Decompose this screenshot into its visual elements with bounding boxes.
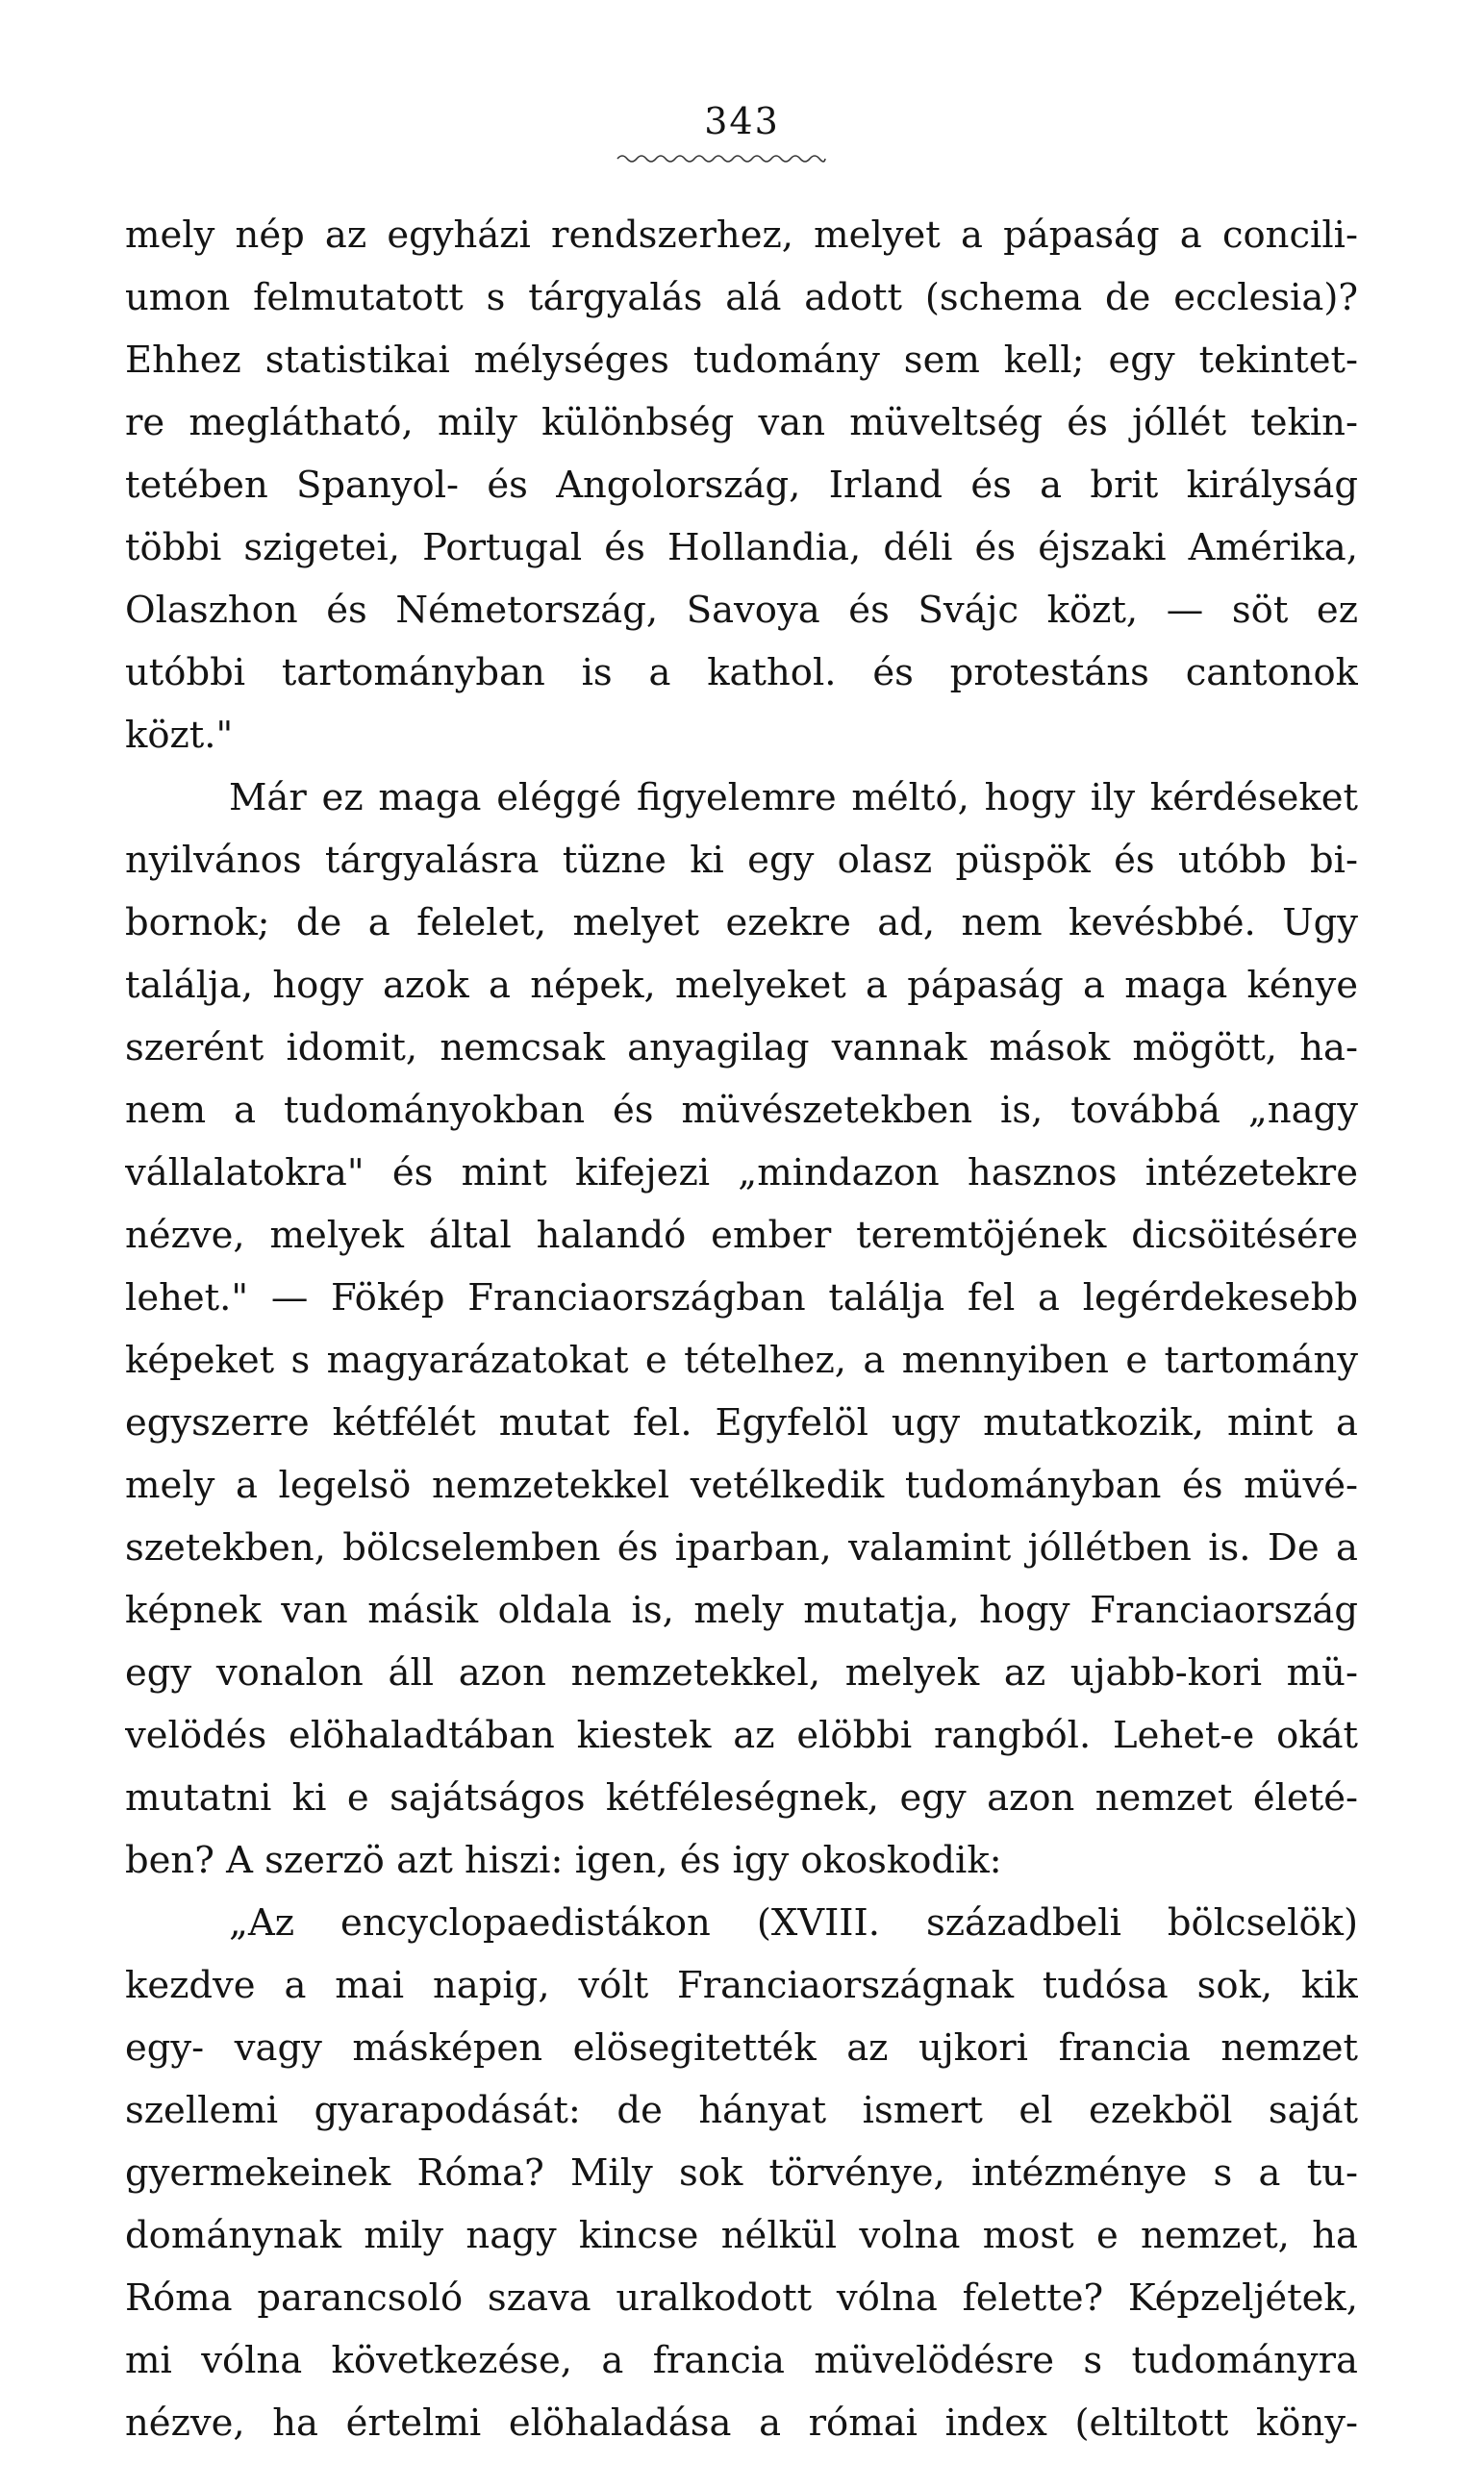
text-line: tetében Spanyol- és Angolország, Irland és a brit királyság (125, 464, 1358, 507)
text-line: szetekben, bölcselemben és iparban, valamint jóllétben is. De a (125, 1526, 1358, 1570)
text-line: egyszerre kétfélét mutat fel. Egyfelöl ugy mutatkozik, mint a (125, 1401, 1358, 1445)
text-line: képnek van másik oldala is, mely mutatja, hogy Franciaország (125, 1589, 1358, 1632)
text-line: mely a legelsö nemzetekkel vetélkedik tudományban és müvé- (125, 1464, 1358, 1507)
text-line: bornok; de a felelet, melyet ezekre ad, nem kevésbbé. Ugy (125, 901, 1358, 944)
text-line: képeket s magyarázatokat e tételhez, a mennyiben e tartomány (125, 1339, 1358, 1382)
text-line: nézve, melyek által halandó ember teremtöjének dicsöitésére (125, 1214, 1358, 1257)
text-line: kezdve a mai napig, vólt Franciaországnak tudósa sok, kik (125, 1964, 1358, 2007)
text-line: nyilvános tárgyalásra tüzne ki egy olasz püspök és utóbb bi- (125, 839, 1358, 882)
text-line: Róma parancsoló szava uralkodott vólna felette? Képzeljétek, (125, 2276, 1358, 2320)
text-line: gyermekeinek Róma? Mily sok törvénye, intézménye s a tu- (125, 2151, 1358, 2195)
text-line: mi vólna következése, a francia müvelödésre s tudományra (125, 2339, 1358, 2382)
text-line: nézve, ha értelmi elöhaladása a római index (eltiltott köny- (125, 2401, 1358, 2445)
text-line: mutatni ki e sajátságos kétféleségnek, egy azon nemzet életé- (125, 1776, 1358, 1820)
text-line: egy- vagy másképen elösegitették az ujkori francia nemzet (125, 2026, 1358, 2070)
text-line: találja, hogy azok a népek, melyeket a pápaság a maga kénye (125, 964, 1358, 1007)
text-line: közt." (125, 714, 234, 757)
text-line: utóbbi tartományban is a kathol. és protestáns cantonok (125, 651, 1358, 694)
text-line: velödés elöhaladtában kiestek az elöbbi rangból. Lehet-e okát (125, 1714, 1358, 1757)
text-line: mely nép az egyházi rendszerhez, melyet a pápaság a concili- (125, 214, 1358, 257)
text-line: ben? A szerzö azt hiszi: igen, és igy okoskodik: (125, 1839, 1002, 1882)
text-line: Olaszhon és Németország, Savoya és Svájc közt, — söt ez (125, 589, 1358, 632)
text-line: Ehhez statistikai mélységes tudomány sem kell; egy tekintet- (125, 339, 1358, 382)
text-line: többi szigetei, Portugal és Hollandia, déli és éjszaki Amérika, (125, 526, 1358, 569)
text-line: lehet." — Fökép Franciaországban találja fel a legérdekesebb (125, 1276, 1358, 1320)
text-line: egy vonalon áll azon nemzetekkel, melyek az ujabb-kori mü- (125, 1651, 1358, 1695)
text-line: nem a tudományokban és müvészetekben is, továbbá „nagy (125, 1089, 1358, 1132)
text-line: umon felmutatott s tárgyalás alá adott (schema de ecclesia)? (125, 276, 1358, 319)
text-line: vállalatokra" és mint kifejezi „mindazon hasznos intézetekre (125, 1151, 1358, 1194)
text-line: dománynak mily nagy kincse nélkül volna most e nemzet, ha (125, 2214, 1358, 2257)
wavy-rule-ornament (616, 152, 827, 165)
text-line: Már ez maga eléggé figyelemre méltó, hogy ily kérdéseket (229, 776, 1358, 819)
body-text (125, 204, 1358, 2454)
text-line: „Az encyclopaedistákon (XVIII. századbeli bölcselök) (229, 1901, 1358, 1945)
text-line: szerént idomit, nemcsak anyagilag vannak mások mögött, ha- (125, 1026, 1358, 1069)
text-line: szellemi gyarapodását: de hányat ismert el ezekböl saját (125, 2089, 1358, 2132)
page-number: 343 (704, 100, 780, 142)
text-line: re meglátható, mily különbség van müveltség és jóllét tekin- (125, 401, 1358, 444)
